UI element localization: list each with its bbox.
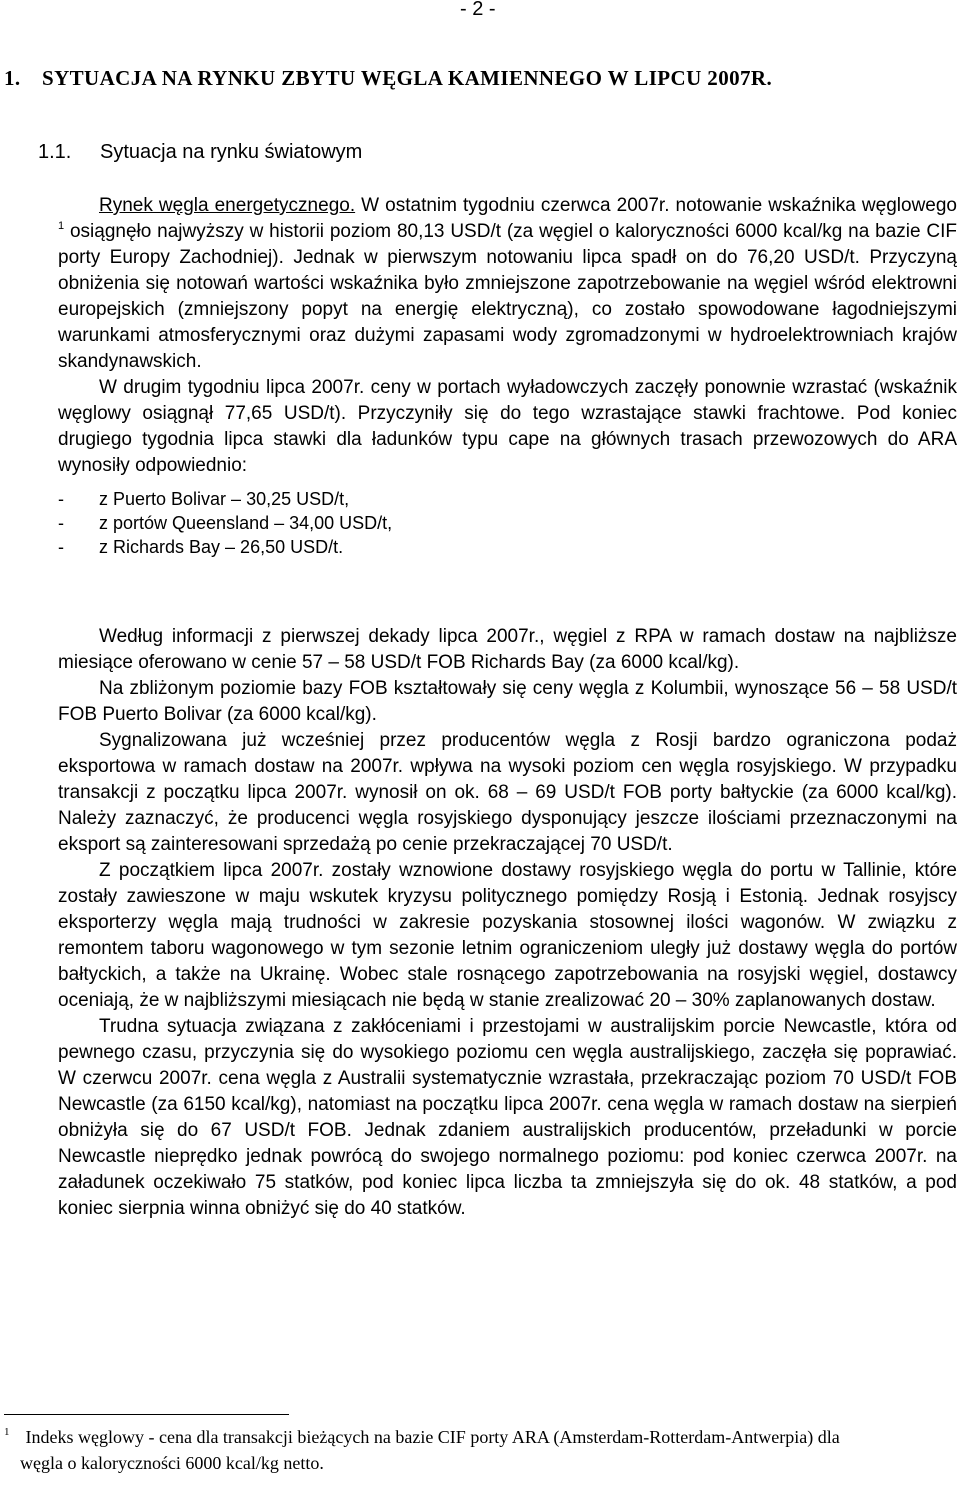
list-item-text: z portów Queensland – 34,00 USD/t, (99, 513, 393, 533)
page-number: - 2 - (460, 0, 496, 20)
list-item (58, 535, 957, 559)
footnote-divider (4, 1414, 289, 1415)
paragraph-rpa: Według informacji z pierwszej dekady lipca 2007r., węgiel z RPA w ramach dostaw na najbliższe miesiące oferowano w cenie 57 – 58 USD/t FOB Richards Bay (za 6000 kcal/kg). (58, 626, 957, 673)
subsection-number: 1.1. (38, 141, 72, 163)
section-number: 1. (4, 66, 21, 90)
subsection-title: Sytuacja na rynku światowym (100, 141, 363, 163)
section-title: SYTUACJA NA RYNKU ZBYTU WĘGLA KAMIENNEGO W LIPCU 2007R. (42, 66, 773, 90)
paragraph-text: osiągnęło najwyższy w historii poziom 80,13 USD/t (za węgiel o kaloryczności 6000 kcal/kg na bazie CIF porty Europy Zachodniej). Jednak w pierwszym notowaniu lipca spadł on do 76,20 USD/t. Przyczyną obniżenia się notowań wartości wskaźnika było zmniejszone zapotrzebowanie na węgiel wśród elektrowni europejskich (zmniejszony popyt na energię elektryczną), co zostało spowodowane łagodniejszymi warunkami atmosferycznymi oraz dużymi zapasami wody zgromadzonymi w hydroelektrowniach krajów skandynawskich. (58, 221, 957, 372)
paragraph-second-week: W drugim tygodniu lipca 2007r. ceny w portach wyładowczych zaczęły ponownie wzrastać (wskaźnik węglowy osiągnął 77,65 USD/t). Przyczyniły się do tego wzrastające stawki frachtowe. Pod koniec drugiego tygodnia lipca stawki dla ładunków typu cape na głównych trasach przewozowych do ARA wynosiły odpowiednio: (58, 377, 957, 476)
footnote-line: węgla o kaloryczności 6000 kcal/kg netto. (20, 1453, 324, 1473)
subsection-heading (38, 141, 362, 164)
paragraph-coal-market (58, 193, 957, 375)
section-heading (4, 66, 772, 91)
paragraph-lead: Rynek węgla energetycznego. (99, 195, 356, 216)
list-dash: - (58, 513, 64, 533)
footnote (4, 1424, 924, 1476)
paragraph-russia-supply: Sygnalizowana już wcześniej przez producentów węgla z Rosji bardzo ograniczona podaż eksportowa w ramach dostaw na 2007r. wpływa na wysoki poziom cen węgla rosyjskiego. W przypadku transakcji z początku lipca 2007r. wynosił on ok. 68 – 69 USD/t FOB porty bałtyckie (za 6000 kcal/kg). Należy zaznaczyć, że producenci węgla rosyjskiego dysponujący jeszcze ilościami przeznaczonymi na eksport są zainteresowani sprzedażą po cenie przekraczającej 70 USD/t. (58, 730, 957, 855)
footnote-text: Indeks węglowy - cena dla transakcji bieżących na bazie CIF porty ARA (Amsterdam-Rotterdam-Antwerpia) dla (25, 1427, 840, 1447)
list-item (58, 487, 957, 511)
paragraph-newcastle: Trudna sytuacja związana z zakłóceniami i przestojami w australijskim porcie Newcastle, która od pewnego czasu, przyczynia się do wysokiego poziomu cen węgla australijskiego, zaczęła się poprawiać. W czerwcu 2007r. cena węgla z Australii systematycznie wzrastała, przekraczając poziom 70 USD/t FOB Newcastle (za 6150 kcal/kg), natomiast na początku lipca 2007r. cena węgla w ramach dostaw na sierpień obniżyła się do 67 USD/t FOB. Jednak zdaniem australijskich producentów, przeładunki w porcie Newcastle nieprędko jednak powrócą do swojego normalnego poziomu: pod koniec czerwca 2007r. na załadunek oczekiwało 75 statków, pod koniec lipca liczba ta zmniejszyła się do ok. 48 statków, a pod koniec sierpnia winna obniżyć się do 40 statków. (58, 1016, 957, 1219)
freight-rates-list (58, 487, 957, 559)
list-item (58, 511, 957, 535)
list-dash: - (58, 489, 64, 509)
footnote-reference: 1 (58, 220, 65, 232)
paragraph-colombia: Na zbliżonym poziomie bazy FOB kształtowały się ceny węgla z Kolumbii, wynoszące 56 – 58 USD/t FOB Puerto Bolivar (za 6000 kcal/kg). (58, 678, 957, 725)
list-item-text: z Richards Bay – 26,50 USD/t. (99, 537, 344, 557)
body-block-1 (58, 193, 957, 559)
paragraph-text: W ostatnim tygodniu czerwca 2007r. notowanie wskaźnika węglowego (355, 195, 957, 216)
paragraph-tallinn: Z początkiem lipca 2007r. zostały wznowione dostawy rosyjskiego węgla do portu w Tallinie, które zostały zawieszone w maju wskutek kryzysu politycznego pomiędzy Rosją i Estonią. Jednak rosyjscy eksporterzy węgla mają trudności w zakresie pozyskania stosownej ilości wagonów. W związku z remontem taboru wagonowego w tym sezonie letnim ograniczeniom uległy już dostawy węgla do portów bałtyckich, a także na Ukrainę. Wobec stale rosnącego zapotrzebowania na rosyjski węgiel, dostawcy oceniają, że w najbliższymi miesiącach nie będą w stanie zrealizować 20 – 30% zaplanowanych dostaw. (58, 860, 957, 1011)
list-item-text: z Puerto Bolivar – 30,25 USD/t, (99, 489, 350, 509)
body-block-2 (58, 624, 957, 1222)
footnote-line (4, 1424, 924, 1450)
footnote-marker: 1 (4, 1426, 10, 1438)
list-dash: - (58, 537, 64, 557)
